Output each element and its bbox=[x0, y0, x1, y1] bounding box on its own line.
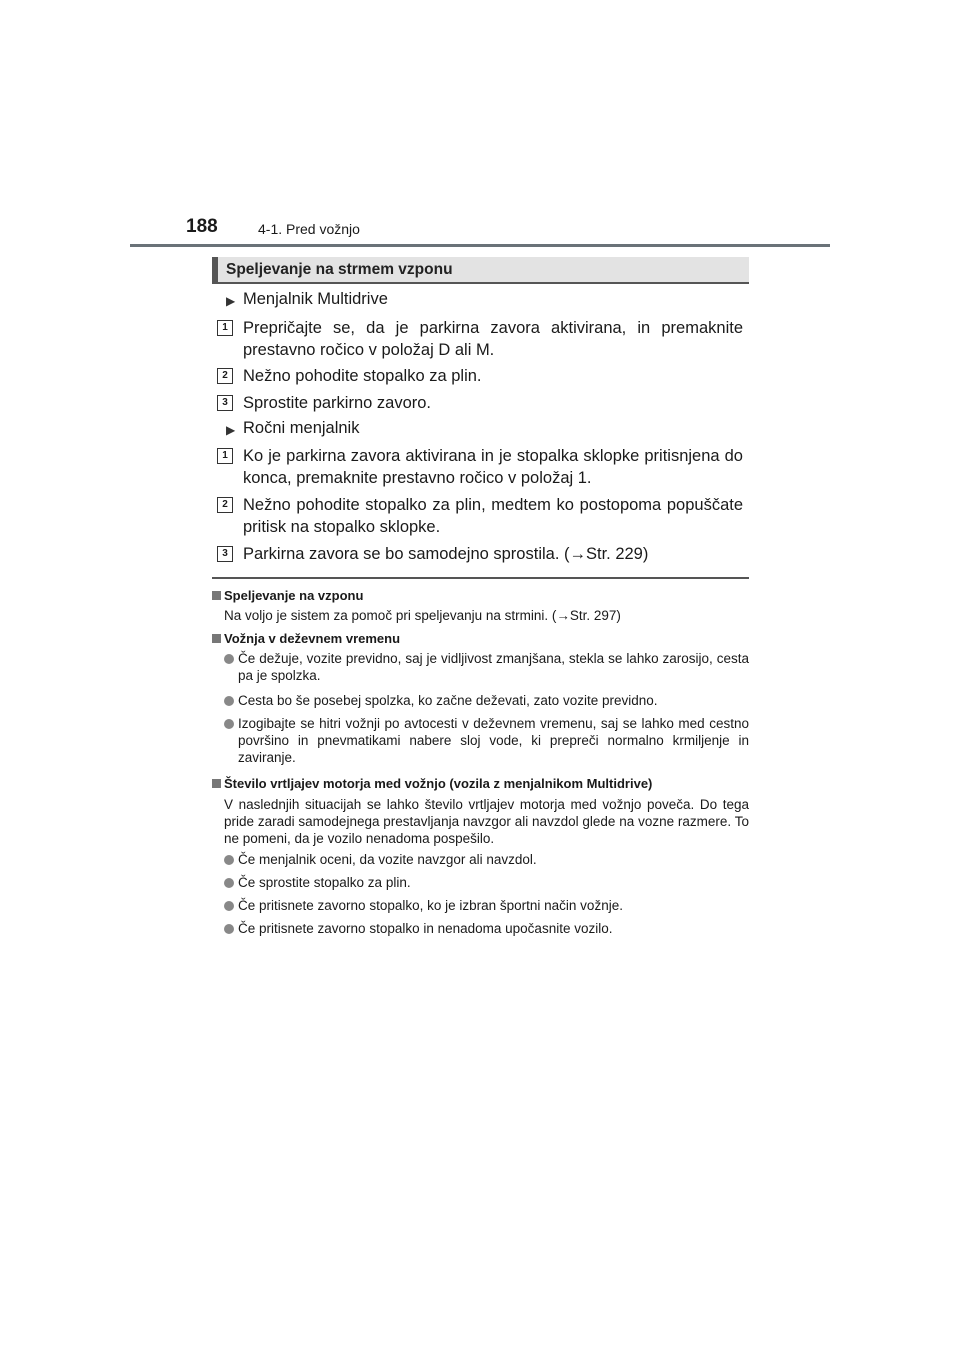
note-text: Na voljo je sistem za pomoč pri speljevanju na strmini. (→Str. 297) bbox=[224, 608, 621, 623]
triangle-icon: ▶ bbox=[226, 423, 236, 437]
page-number: 188 bbox=[186, 216, 218, 237]
bullet-icon bbox=[224, 654, 234, 664]
step-number: 3 bbox=[217, 395, 233, 411]
bullet-text: Če dežuje, vozite previdno, saj je vidljivost zmanjšana, stekla se lahko zarosijo, cesta pa je spolzka. bbox=[238, 651, 749, 683]
step-number: 1 bbox=[217, 448, 233, 464]
bullet-icon bbox=[224, 719, 234, 729]
bullet-icon bbox=[224, 924, 234, 934]
square-icon bbox=[212, 779, 221, 788]
bullet-text: Izogibajte se hitri vožnji po avtocesti v deževnem vremenu, saj se lahko med cestno površino in pnevmatikami nabere sloj vode, ki prepreči normalno krmiljenje in zaviranje. bbox=[238, 716, 749, 765]
section-label: 4-1. Pred vožnjo bbox=[258, 221, 360, 237]
step-text: Nežno pohodite stopalko za plin. bbox=[243, 367, 482, 385]
square-icon bbox=[212, 591, 221, 600]
bullet-icon bbox=[224, 696, 234, 706]
note-title: Vožnja v deževnem vremenu bbox=[224, 631, 401, 646]
bullet-text: Če menjalnik oceni, da vozite navzgor ali navzdol. bbox=[238, 852, 537, 867]
bullet-text: Če pritisnete zavorno stopalko, ko je izbran športni način vožnje. bbox=[238, 898, 623, 913]
note-title: Speljevanje na vzponu bbox=[224, 588, 364, 603]
header-rule bbox=[130, 244, 830, 247]
step-text: Ko je parkirna zavora aktivirana in je stopalka sklopke pritisnjena do konca, premaknite prestavno ročico v položaj 1. bbox=[243, 447, 743, 487]
subheading-manual: Ročni menjalnik bbox=[243, 419, 360, 437]
heading-text: Speljevanje na strmem vzponu bbox=[226, 261, 453, 278]
bullet-icon bbox=[224, 901, 234, 911]
bullet-text: Če sprostite stopalko za plin. bbox=[238, 875, 411, 890]
bullet-icon bbox=[224, 878, 234, 888]
triangle-icon: ▶ bbox=[226, 294, 236, 308]
step-number: 3 bbox=[217, 546, 233, 562]
note-text: V naslednjih situacijah se lahko število vrtljajev motorja med vožnjo poveča. Do tega pride zaradi samodejnega prestavljanja navzgor ali navzdol glede na vozne razmere. To ne pomeni, da je vozilo nenadoma pospešilo. bbox=[224, 797, 749, 846]
step-text: Prepričajte se, da je parkirna zavora aktivirana, in premaknite prestavno ročico v položaj D ali M. bbox=[243, 319, 743, 359]
note-heading bbox=[212, 631, 400, 646]
heading-bar bbox=[212, 257, 218, 282]
bullet-text: Če pritisnete zavorno stopalko in nenadoma upočasnite vozilo. bbox=[238, 921, 613, 936]
note-heading bbox=[212, 776, 652, 791]
step-text: Parkirna zavora se bo samodejno sprostila. (→Str. 229) bbox=[243, 545, 649, 563]
step-text: Nežno pohodite stopalko za plin, medtem ko postopoma popuščate pritisk na stopalko sklopke. bbox=[243, 496, 743, 536]
step-number: 2 bbox=[217, 368, 233, 384]
step-text: Sprostite parkirno zavoro. bbox=[243, 394, 432, 412]
section-heading bbox=[212, 257, 749, 284]
bullet-icon bbox=[224, 855, 234, 865]
subheading-multidrive: Menjalnik Multidrive bbox=[243, 290, 388, 308]
bullet-text: Cesta bo še posebej spolzka, ko začne deževati, zato vozite previdno. bbox=[238, 693, 658, 708]
step-number: 2 bbox=[217, 497, 233, 513]
note-heading bbox=[212, 588, 363, 603]
step-number: 1 bbox=[217, 320, 233, 336]
note-title: Število vrtljajev motorja med vožnjo (vozila z menjalnikom Multidrive) bbox=[224, 776, 653, 791]
section-divider bbox=[212, 577, 749, 579]
square-icon bbox=[212, 634, 221, 643]
